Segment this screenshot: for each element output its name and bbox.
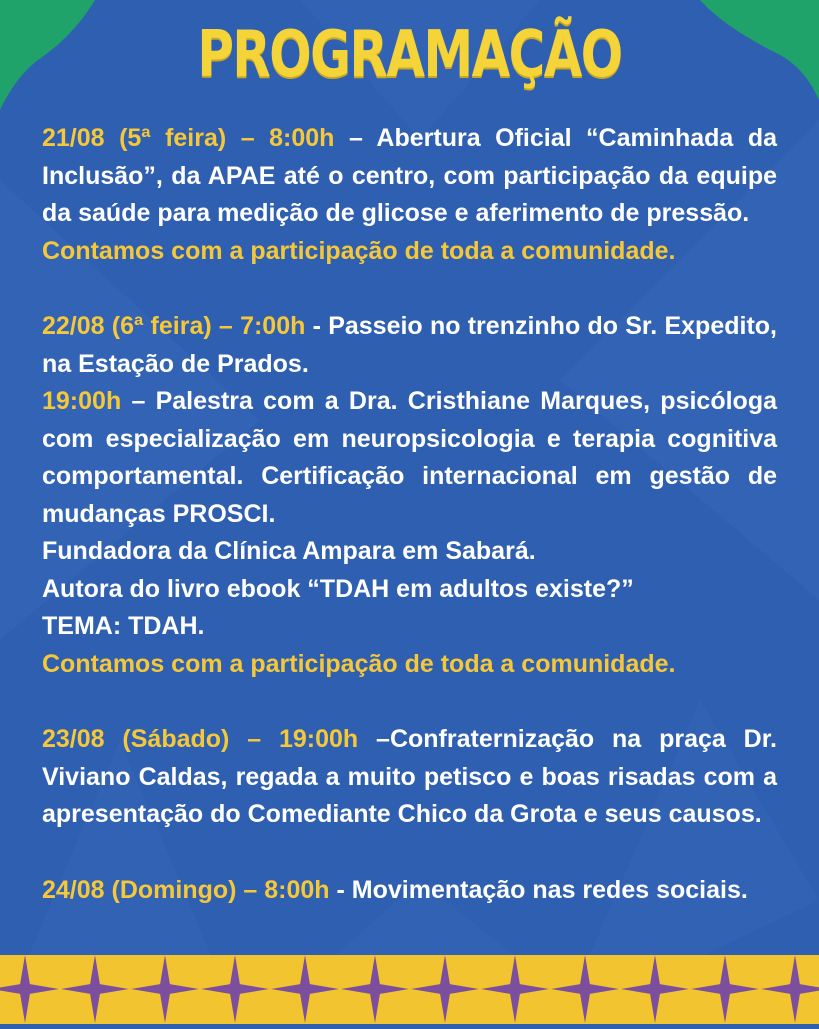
event-3 [42, 721, 777, 834]
event-date: 22/08 (6ª feira) – 7:00h [42, 312, 306, 340]
speaker-book: Autora do livro ebook “TDAH em adultos existe?” [42, 574, 634, 603]
event-date: 21/08 (5ª feira) – 8:00h [42, 124, 335, 152]
star-icon [551, 955, 619, 1023]
event-invite: Contamos com a participação de toda a comunidade. [42, 236, 676, 265]
star-icon [691, 955, 759, 1023]
event-description: –Confraternização na praça Dr. Viviano Caldas, regada a muito petisco e boas risadas com a apresentação do Comediante Chico da Grota e seus causos. [42, 725, 777, 828]
event-description-2: – Palestra com a Dra. Cristhiane Marques, psicóloga com especialização em neuropsicologia e terapia cognitiva comportamental. Certificação internacional em gestão de mudanças PROSCI. [42, 387, 777, 528]
event-description: - Passeio no trenzinho do Sr. Expedito, na Estação de Prados. [42, 312, 777, 378]
event-date: 24/08 (Domingo) – 8:00h [42, 875, 330, 904]
schedule [42, 120, 777, 947]
star-icon [0, 955, 59, 1023]
star-icon [61, 955, 129, 1023]
star-icon [621, 955, 689, 1023]
star-icon [341, 955, 409, 1023]
event-description: - Movimentação nas redes sociais. [329, 875, 748, 904]
speaker-info: Fundadora da Clínica Ampara em Sabará. [42, 537, 536, 565]
event-time: 19:00h [42, 387, 122, 415]
event-2 [42, 308, 777, 683]
star-icon [271, 955, 339, 1023]
footer-band [0, 955, 819, 1024]
event-theme: TEMA: TDAH. [42, 612, 205, 640]
star-icon [481, 955, 549, 1023]
star-icon [411, 955, 479, 1023]
event-description: – Abertura Oficial “Caminhada da Inclusão”, da APAE até o centro, com participação da equipe da saúde para medição de glicose e aferimento de pressão. [42, 124, 777, 227]
event-invite: Contamos com a participação de toda a comunidade. [42, 649, 676, 678]
star-icon [761, 955, 819, 1023]
event-date: 23/08 (Sábado) – 19:00h [42, 725, 359, 753]
footer-star-pattern [0, 955, 819, 1024]
page-title: PROGRAMAÇÃO [197, 18, 622, 92]
star-icon [131, 955, 199, 1023]
event-4 [42, 872, 777, 910]
star-icon [201, 955, 269, 1023]
event-1 [42, 120, 777, 270]
